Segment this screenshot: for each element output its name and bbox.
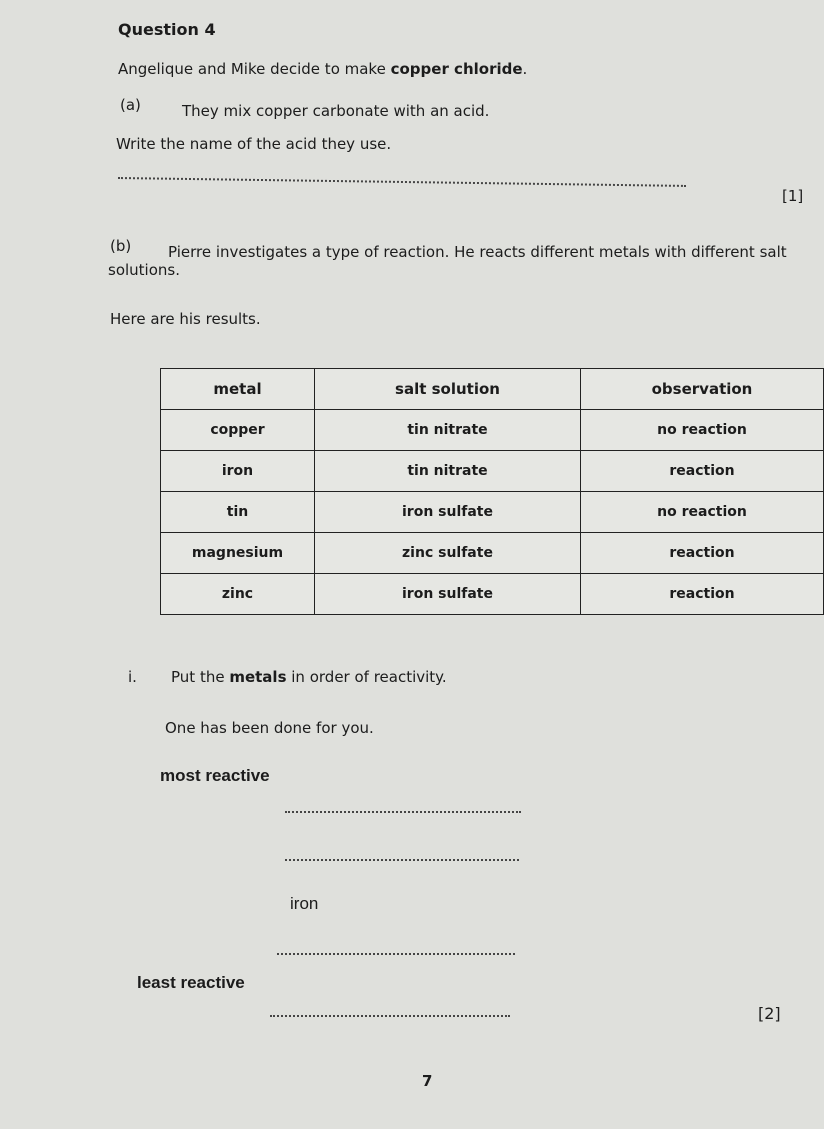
header-metal: metal <box>161 369 315 410</box>
answer-line-1[interactable] <box>285 811 521 813</box>
cell-observation: no reaction <box>581 410 824 451</box>
answer-line-2[interactable] <box>285 859 519 861</box>
part-i-text-bold: metals <box>229 668 287 686</box>
table-row <box>161 492 824 533</box>
cell-metal: iron <box>161 451 315 492</box>
cell-observation: reaction <box>581 533 824 574</box>
header-observation: observation <box>581 369 824 410</box>
question-intro <box>118 60 527 78</box>
cell-observation: reaction <box>581 574 824 615</box>
cell-observation: reaction <box>581 451 824 492</box>
part-a-answer-line[interactable] <box>118 177 686 187</box>
table-header-row <box>161 369 824 410</box>
results-table <box>160 368 824 615</box>
header-salt-solution: salt solution <box>315 369 581 410</box>
cell-salt: iron sulfate <box>315 492 581 533</box>
part-b-text-line2: solutions. <box>108 261 180 279</box>
part-a-text: They mix copper carbonate with an acid. <box>182 102 490 120</box>
part-a-marks: [1] <box>782 187 804 205</box>
part-i-note: One has been done for you. <box>165 719 374 737</box>
intro-text: Angelique and Mike decide to make <box>118 60 391 78</box>
intro-bold-text: copper chloride <box>390 60 523 78</box>
table-row <box>161 574 824 615</box>
part-b-label: (b) <box>110 237 132 255</box>
cell-salt: zinc sulfate <box>315 533 581 574</box>
question-heading: Question 4 <box>118 20 216 39</box>
part-b-text-line1: Pierre investigates a type of reaction. He reacts different metals with different salt <box>168 243 787 261</box>
cell-metal: zinc <box>161 574 315 615</box>
given-answer-iron: iron <box>290 894 319 913</box>
part-a-label: (a) <box>120 96 141 114</box>
part-i-label: i. <box>128 668 137 686</box>
cell-metal: tin <box>161 492 315 533</box>
intro-end: . <box>522 60 528 78</box>
cell-metal: copper <box>161 410 315 451</box>
cell-salt: tin nitrate <box>315 451 581 492</box>
part-a-instruction: Write the name of the acid they use. <box>116 135 392 153</box>
part-b-results-intro: Here are his results. <box>110 310 261 328</box>
cell-salt: tin nitrate <box>315 410 581 451</box>
part-i-text-start: Put the <box>171 668 230 686</box>
part-i-text <box>171 668 447 686</box>
table-row <box>161 451 824 492</box>
cell-metal: magnesium <box>161 533 315 574</box>
least-reactive-label: least reactive <box>137 973 245 992</box>
page-number: 7 <box>422 1072 433 1090</box>
part-i-text-end: in order of reactivity. <box>286 668 447 686</box>
cell-observation: no reaction <box>581 492 824 533</box>
table-row <box>161 533 824 574</box>
table-row <box>161 410 824 451</box>
part-i-marks: [2] <box>758 1004 781 1023</box>
answer-line-4[interactable] <box>270 1015 510 1017</box>
most-reactive-label: most reactive <box>160 766 270 785</box>
answer-line-3[interactable] <box>277 953 515 955</box>
cell-salt: iron sulfate <box>315 574 581 615</box>
